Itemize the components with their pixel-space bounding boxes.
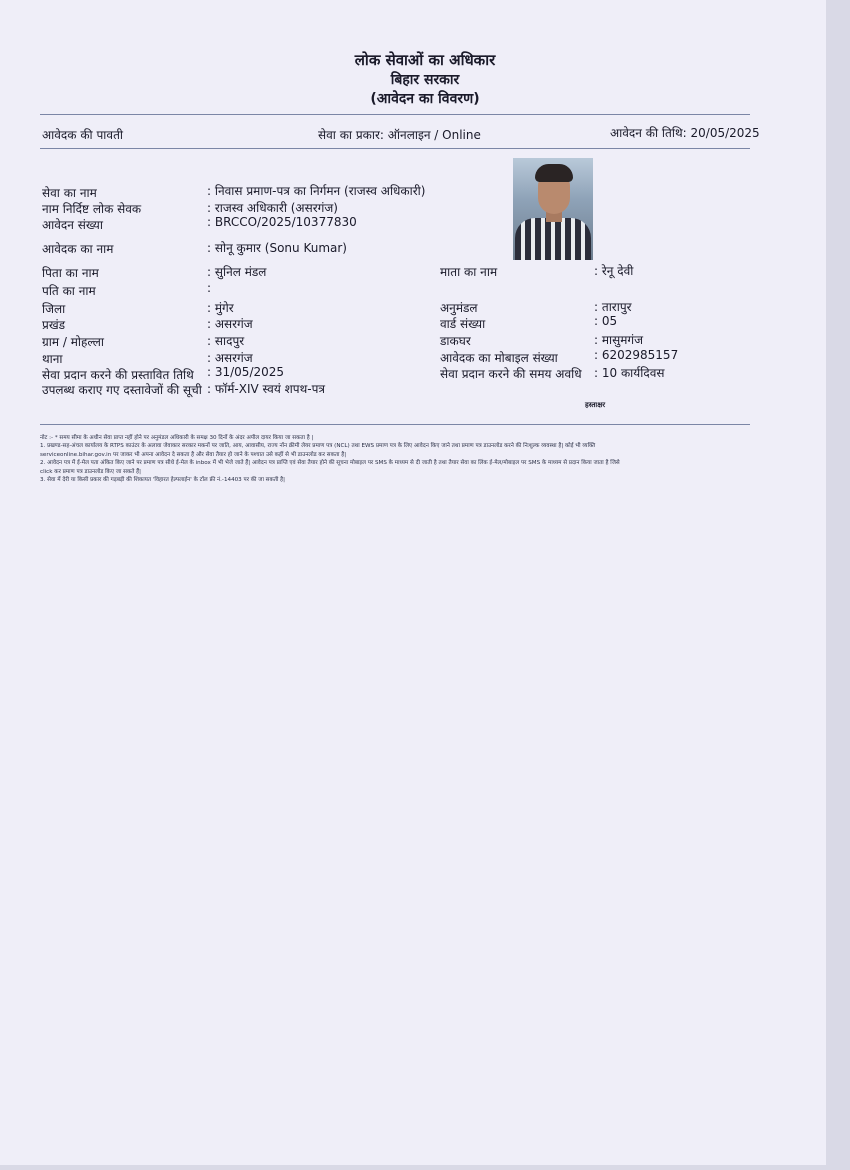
police-station-value: : असरगंज [207,351,253,365]
applicant-name-value: : सोनू कुमार (Sonu Kumar) [207,241,347,255]
mobile-value: : 6202985157 [594,348,679,362]
service-period-label: सेवा प्रदान करने की समय अवधि [440,367,582,381]
note-line: 1. प्रखण्ड-सह-अंचल कार्यालय के RTPS काउंटर के अलावा जेवाकार सरकार मकनों पर जाति, आय, आवासीय, राज्य नॉन क्रीमी लेयर प्रमाण पत्र (NCL) तथा EWS प्रमाण पत्र के लिए आवेदन किए जाने तथा प्रमाण पत्र डाउनलोड करने की निःशुल्क व्यवस्था है| कोई भी व्यक्ति [40,443,596,450]
service-type: सेवा का प्रकार: ऑनलाइन / Online [318,128,481,142]
service-period-value: : 10 कार्यदिवस [594,366,665,380]
father-name-value: : सुनिल मंडल [207,265,267,279]
father-name-label: पिता का नाम [42,266,99,280]
district-value: : मुंगेर [207,301,234,315]
mother-name-label: माता का नाम [440,265,498,279]
husband-name-value: : [207,281,212,295]
mobile-label: आवेदक का मोबाइल संख्या [440,351,558,365]
village-value: : सादपुर [207,334,245,348]
district-label: जिला [42,302,66,316]
note-line: 2. आवेदन पत्र में ई-मेल पता अंकित किए जाने पर प्रमाण पत्र सीधे ई-मेल के inbox में भी भेजे जाते हैं| आवेदन पत्र प्राप्ति एवं सेवा तैयार होने की सूचना मोबाइल पर SMS के माध्यम से दी जाती है तथा तैयार सेवा का लिंक ई-मेल/मोबाइल पर SMS के माध्यम से प्रदान किया जाता है जिसे [40,460,620,467]
header-rights-title: लोक सेवाओं का अधिकार [354,51,496,69]
second-divider [40,148,750,149]
application-date: आवेदन की तिथि: 20/05/2025 [610,126,760,140]
notes-divider [40,424,750,425]
service-name-label: सेवा का नाम [42,186,97,200]
ward-value: : 05 [594,314,618,328]
husband-name-label: पति का नाम [42,284,96,298]
applicant-name-label: आवेदक का नाम [42,242,114,256]
top-divider [40,114,750,115]
police-station-label: थाना [42,352,63,366]
application-no-value: : BRCCO/2025/10377830 [207,215,357,229]
application-no-label: आवेदन संख्या [42,218,103,232]
note-line: 3. सेवा में देरी या किसी प्रकार की गड़बड़ी की शिकायत 'विहारत हेल्पलाईन' के टॉल फ्री नं.-14403 पर की जा सकती है| [40,477,286,484]
village-label: ग्राम / मोहल्ला [42,335,105,349]
block-label: प्रखंड [42,318,66,332]
public-servant-value: : राजस्व अधिकारी (असरगंज) [207,201,338,215]
documents-value: : फॉर्म-XIV स्वयं शपथ-पत्र [207,382,326,396]
header-government: बिहार सरकार [390,72,460,88]
receipt-label: आवेदक की पावती [42,128,124,142]
note-line: नोट :- * समय सीमा के अधीन सेवा प्राप्त नहीं होने पर अनुमंडल अधिकारी के समक्ष 30 दिनों के अंदर अपील दायर किया जा सकता है | [40,435,314,441]
note-line: click कर प्रमाण पत्र डाउनलोड किए जा सकते हैं| [40,468,141,475]
proposed-date-label: सेवा प्रदान करने की प्रस्तावित तिथि [42,368,194,382]
ward-label: वार्ड संख्या [440,317,486,331]
post-office-label: डाकघर [440,334,471,348]
note-line: serviceonline.bihar.gov.in पर जाकर भी अपना आवेदन दे सकता है और सेवा तैयार हो जाने के पश्चात उसे कहीं से भी डाउनलोड कर सकता है| [40,451,347,458]
notes-section [40,434,752,484]
signature-label: हस्ताक्षर [585,401,606,409]
mother-name-value: : रेनू देवी [594,264,634,278]
public-servant-label: नाम निर्दिष्ट लोक सेवक [42,202,142,216]
applicant-photo [513,158,593,260]
subdivision-value: : तारापुर [594,300,632,314]
service-name-value: : निवास प्रमाण-पत्र का निर्गमन (राजस्व अधिकारी) [207,184,426,198]
post-office-value: : मासुमगंज [594,333,644,347]
documents-label: उपलब्ध कराए गए दस्तावेजों की सूची [42,383,202,397]
proposed-date-value: : 31/05/2025 [207,365,285,379]
subdivision-label: अनुमंडल [440,301,478,315]
header-subtitle: (आवेदन का विवरण) [370,91,480,107]
block-value: : असरगंज [207,317,253,331]
